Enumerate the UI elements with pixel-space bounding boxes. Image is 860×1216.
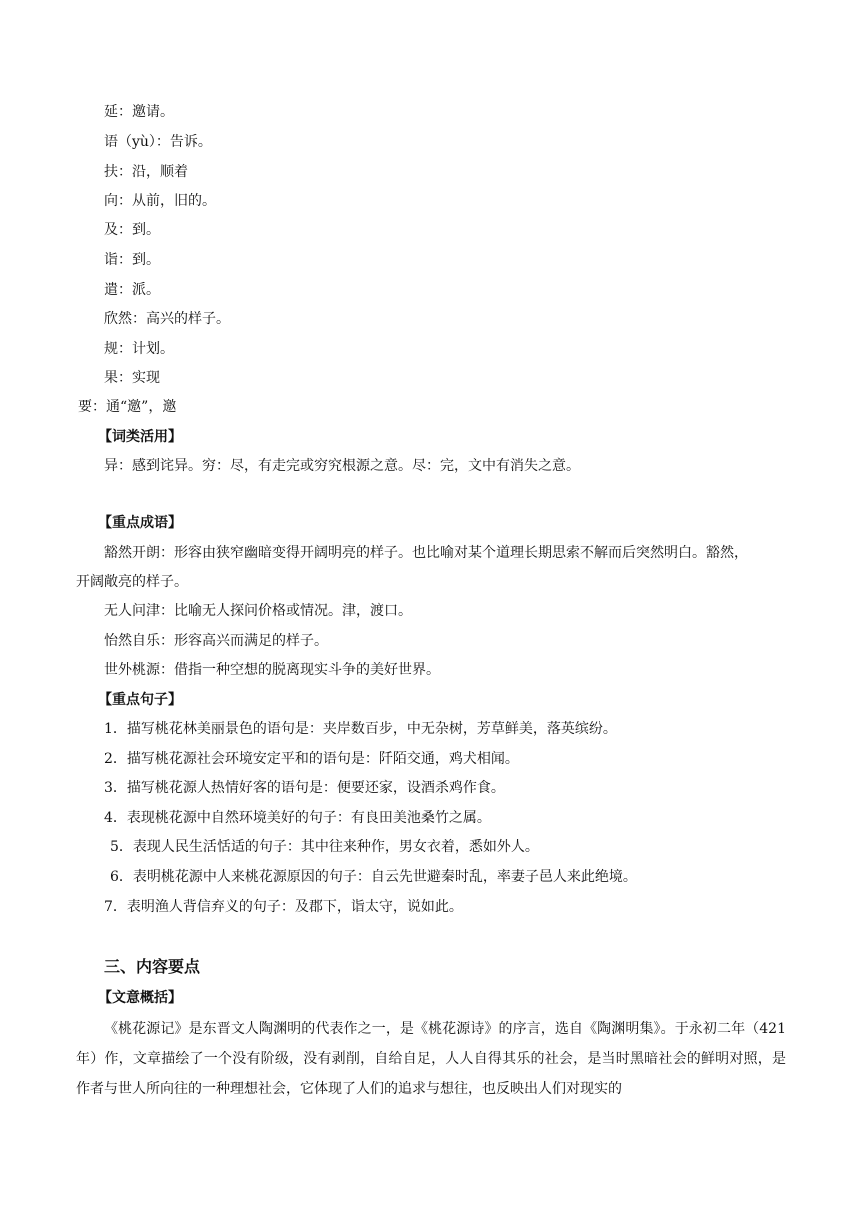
sentence-item: 1．描写桃花林美丽景色的语句是：夹岸数百步，中无杂树，芳草鲜美，落英缤纷。 (104, 721, 617, 737)
sentences-heading: 【重点句子】 (98, 692, 182, 708)
definition-line: 欣然：高兴的样子。 (104, 311, 230, 327)
summary-paragraph: 《桃花源记》是东晋文人陶渊明的代表作之一，是《桃花源诗》的序言，选自《陶渊明集》。于永初二年（421年）作，文章描绘了一个没有阶级，没有剥削，自给自足，人人自得其乐的社会，是当时黑暗社会的鲜明对照，是作者与世人所向往的一种理想社会，它体现了人们的追求与想往，也反映出人们对现实的 (76, 1021, 786, 1097)
idiom-line: 开阔敞亮的样子。 (76, 574, 188, 590)
definition-line: 扶：沿，顺着 (104, 164, 188, 180)
definition-line: 延：邀请。 (104, 104, 174, 120)
sentence-item: 4．表现桃花源中自然环境美好的句子：有良田美池桑竹之属。 (104, 810, 491, 826)
idiom-line: 世外桃源：借指一种空想的脱离现实斗争的美好世界。 (104, 662, 440, 678)
section-title: 三、内容要点 (104, 957, 201, 976)
summary-heading: 【文意概括】 (98, 990, 182, 1006)
definition-line: 诣：到。 (104, 252, 160, 268)
idiom-line: 豁然开朗：形容由狭窄幽暗变得开阔明亮的样子。也比喻对某个道理长期思索不解而后突然明白。豁然， (104, 545, 748, 561)
definition-line: 要：通“邀”，邀 (78, 399, 177, 415)
definition-line: 及：到。 (104, 222, 160, 238)
sentence-item: 6．表明桃花源中人来桃花源原因的句子：自云先世避秦时乱，率妻子邑人来此绝境。 (110, 869, 637, 885)
definition-line: 果：实现 (104, 370, 160, 386)
definition-line: 遣：派。 (104, 282, 160, 298)
definition-line: 向：从前，旧的。 (104, 193, 216, 209)
definition-line: 规：计划。 (104, 341, 174, 357)
sentence-item: 3．描写桃花源人热情好客的语句是：便要还家，设酒杀鸡作食。 (104, 780, 505, 796)
idioms-heading: 【重点成语】 (98, 515, 182, 531)
word-class-text: 异：感到诧异。穷：尽，有走完或穷究根源之意。尽：完，文中有消失之意。 (104, 458, 580, 474)
sentence-item: 5．表现人民生活恬适的句子：其中往来种作，男女衣着，悉如外人。 (110, 839, 539, 855)
definition-line: 语（yù）：告诉。 (104, 134, 212, 150)
word-class-heading: 【词类活用】 (98, 429, 182, 445)
sentence-item: 7．表明渔人背信弃义的句子：及郡下，诣太守，说如此。 (104, 899, 463, 915)
idiom-line: 怡然自乐：形容高兴而满足的样子。 (104, 633, 328, 649)
idiom-line: 无人问津：比喻无人探问价格或情况。津，渡口。 (104, 603, 412, 619)
sentence-item: 2．描写桃花源社会环境安定平和的语句是：阡陌交通，鸡犬相闻。 (104, 751, 519, 767)
